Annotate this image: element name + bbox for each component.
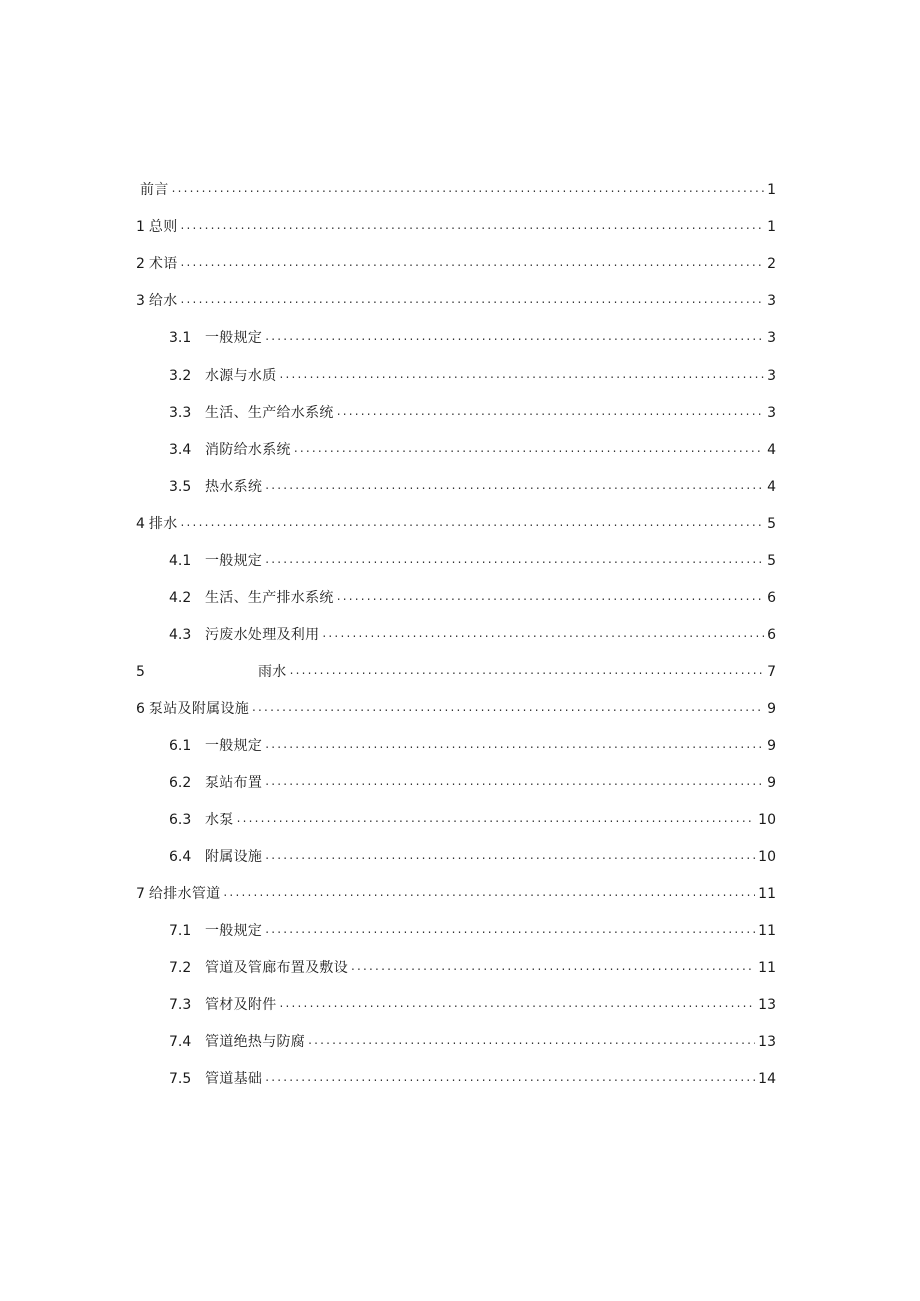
toc-entry-3-3[interactable] bbox=[169, 402, 776, 424]
toc-entry-number: 4.1 bbox=[169, 553, 192, 569]
toc-entry-preface[interactable] bbox=[136, 179, 776, 201]
toc-leader-dots bbox=[290, 659, 764, 681]
toc-leader-dots bbox=[181, 511, 765, 533]
toc-entry-title: 污废水处理及利用 bbox=[205, 627, 320, 643]
toc-entry-title: 总则 bbox=[148, 219, 178, 235]
toc-entry-title: 给排水管道 bbox=[148, 886, 221, 902]
toc-entry-title: 前言 bbox=[140, 182, 169, 198]
toc-entry-page: 5 bbox=[767, 553, 776, 569]
toc-entry-page: 7 bbox=[767, 664, 776, 680]
toc-entry-title: 一般规定 bbox=[205, 553, 263, 569]
toc-entry-page: 4 bbox=[767, 479, 776, 495]
toc-entry-title: 管材及附件 bbox=[205, 997, 277, 1013]
toc-leader-dots bbox=[265, 325, 764, 347]
toc-entry-page: 3 bbox=[767, 330, 776, 346]
toc-entry-page: 9 bbox=[767, 701, 776, 717]
toc-entry-number: 6.4 bbox=[169, 849, 192, 865]
toc-entry-number: 4 bbox=[136, 516, 145, 532]
toc-entry-number: 6.1 bbox=[169, 738, 192, 754]
toc-entry-number: 1 bbox=[136, 219, 145, 235]
toc-entry-number: 3.5 bbox=[169, 479, 192, 495]
toc-entry-number: 3.1 bbox=[169, 330, 192, 346]
toc-entry-number: 7.5 bbox=[169, 1071, 192, 1087]
toc-entry-title: 生活、生产排水系统 bbox=[205, 590, 334, 606]
toc-entry-7-1[interactable] bbox=[169, 920, 776, 942]
toc-entry-title: 水源与水质 bbox=[205, 368, 277, 384]
toc-entry-3-5[interactable] bbox=[169, 476, 776, 498]
toc-entry-title: 管道绝热与防腐 bbox=[205, 1034, 306, 1050]
toc-entry-title: 水泵 bbox=[205, 812, 234, 828]
toc-leader-dots bbox=[265, 548, 764, 570]
toc-entry-page: 14 bbox=[758, 1071, 776, 1087]
toc-entry-3-4[interactable] bbox=[169, 439, 776, 461]
toc-leader-dots bbox=[237, 807, 756, 829]
toc-entry-page: 11 bbox=[758, 923, 776, 939]
toc-entry-title: 术语 bbox=[148, 256, 178, 272]
toc-entry-title: 排水 bbox=[148, 516, 178, 532]
toc-entry-title: 一般规定 bbox=[205, 330, 263, 346]
toc-entry-title: 消防给水系统 bbox=[205, 442, 291, 458]
toc-leader-dots bbox=[265, 474, 764, 496]
toc-entry-page: 9 bbox=[767, 738, 776, 754]
toc-leader-dots bbox=[322, 622, 764, 644]
toc-entry-6-2[interactable] bbox=[169, 772, 776, 794]
toc-entry-number: 4.3 bbox=[169, 627, 192, 643]
toc-entry-page: 13 bbox=[758, 997, 776, 1013]
toc-leader-dots bbox=[265, 770, 764, 792]
toc-entry-title: 一般规定 bbox=[205, 923, 263, 939]
toc-entry-4[interactable] bbox=[136, 513, 776, 535]
toc-entry-number: 3.3 bbox=[169, 405, 192, 421]
toc-entry-6-3[interactable] bbox=[169, 809, 776, 831]
toc-entry-title: 雨水 bbox=[258, 664, 287, 680]
toc-entry-page: 11 bbox=[758, 886, 776, 902]
toc-entry-page: 1 bbox=[767, 219, 776, 235]
toc-entry-page: 13 bbox=[758, 1034, 776, 1050]
toc-entry-title: 热水系统 bbox=[205, 479, 263, 495]
toc-entry-title: 泵站布置 bbox=[205, 775, 263, 791]
toc-leader-dots bbox=[265, 1066, 755, 1088]
toc-entry-7-2[interactable] bbox=[169, 957, 776, 979]
toc-entry-7[interactable] bbox=[136, 883, 776, 905]
toc-entry-7-4[interactable] bbox=[169, 1031, 776, 1053]
toc-entry-4-2[interactable] bbox=[169, 587, 776, 609]
toc-entry-6-1[interactable] bbox=[169, 735, 776, 757]
toc-entry-number: 7.2 bbox=[169, 960, 192, 976]
toc-entry-5[interactable] bbox=[136, 661, 776, 683]
toc-entry-number: 4.2 bbox=[169, 590, 192, 606]
toc-entry-number: 2 bbox=[136, 256, 145, 272]
toc-entry-title: 生活、生产给水系统 bbox=[205, 405, 334, 421]
toc-entry-page: 6 bbox=[767, 590, 776, 606]
toc-leader-dots bbox=[337, 400, 764, 422]
toc-entry-page: 11 bbox=[758, 960, 776, 976]
toc-entry-number: 5 bbox=[136, 664, 145, 680]
toc-leader-dots bbox=[181, 288, 765, 310]
toc-entry-title: 给水 bbox=[148, 293, 178, 309]
toc-entry-title: 管道基础 bbox=[205, 1071, 263, 1087]
toc-leader-dots bbox=[181, 251, 765, 273]
toc-leader-dots bbox=[223, 881, 755, 903]
toc-leader-dots bbox=[172, 177, 764, 199]
toc-leader-dots bbox=[265, 733, 764, 755]
toc-entry-number: 6.2 bbox=[169, 775, 192, 791]
toc-entry-number: 7.3 bbox=[169, 997, 192, 1013]
toc-entry-6[interactable] bbox=[136, 698, 776, 720]
toc-leader-dots bbox=[280, 992, 756, 1014]
toc-leader-dots bbox=[265, 918, 755, 940]
toc-leader-dots bbox=[181, 214, 765, 236]
toc-entry-3[interactable] bbox=[136, 290, 776, 312]
toc-leader-dots bbox=[294, 437, 764, 459]
toc-entry-page: 6 bbox=[767, 627, 776, 643]
toc-entry-number: 6 bbox=[136, 701, 145, 717]
toc-entry-page: 1 bbox=[767, 182, 776, 198]
toc-entry-number: 7.4 bbox=[169, 1034, 192, 1050]
toc-entry-4-3[interactable] bbox=[169, 624, 776, 646]
toc-leader-dots bbox=[265, 844, 755, 866]
toc-entry-page: 9 bbox=[767, 775, 776, 791]
toc-entry-number: 3.2 bbox=[169, 368, 192, 384]
toc-entry-page: 10 bbox=[758, 849, 776, 865]
toc-leader-dots bbox=[351, 955, 755, 977]
toc-entry-page: 3 bbox=[767, 405, 776, 421]
toc-entry-number: 6.3 bbox=[169, 812, 192, 828]
toc-leader-dots bbox=[280, 363, 765, 385]
toc-entry-title: 附属设施 bbox=[205, 849, 263, 865]
toc-entry-page: 4 bbox=[767, 442, 776, 458]
toc-entry-7-5[interactable] bbox=[169, 1068, 776, 1090]
toc-entry-title: 管道及管廊布置及敷设 bbox=[205, 960, 348, 976]
toc-entry-page: 2 bbox=[767, 256, 776, 272]
toc-entry-7-3[interactable] bbox=[169, 994, 776, 1016]
toc-entry-title: 泵站及附属设施 bbox=[148, 701, 250, 717]
toc-entry-page: 3 bbox=[767, 293, 776, 309]
toc-entry-page: 5 bbox=[767, 516, 776, 532]
toc-leader-dots bbox=[308, 1029, 755, 1051]
toc-entry-page: 10 bbox=[758, 812, 776, 828]
toc-entry-page: 3 bbox=[767, 368, 776, 384]
toc-leader-dots bbox=[337, 585, 764, 607]
toc-entry-3-2[interactable] bbox=[169, 365, 776, 387]
toc-leader-dots bbox=[252, 696, 764, 718]
toc-entry-2[interactable] bbox=[136, 253, 776, 275]
toc-entry-3-1[interactable] bbox=[169, 327, 776, 349]
toc-entry-number: 7.1 bbox=[169, 923, 192, 939]
toc-entry-number: 3 bbox=[136, 293, 145, 309]
toc-entry-6-4[interactable] bbox=[169, 846, 776, 868]
toc-entry-4-1[interactable] bbox=[169, 550, 776, 572]
toc-entry-number: 3.4 bbox=[169, 442, 192, 458]
toc-entry-number: 7 bbox=[136, 886, 145, 902]
toc-entry-1[interactable] bbox=[136, 216, 776, 238]
toc-entry-title: 一般规定 bbox=[205, 738, 263, 754]
